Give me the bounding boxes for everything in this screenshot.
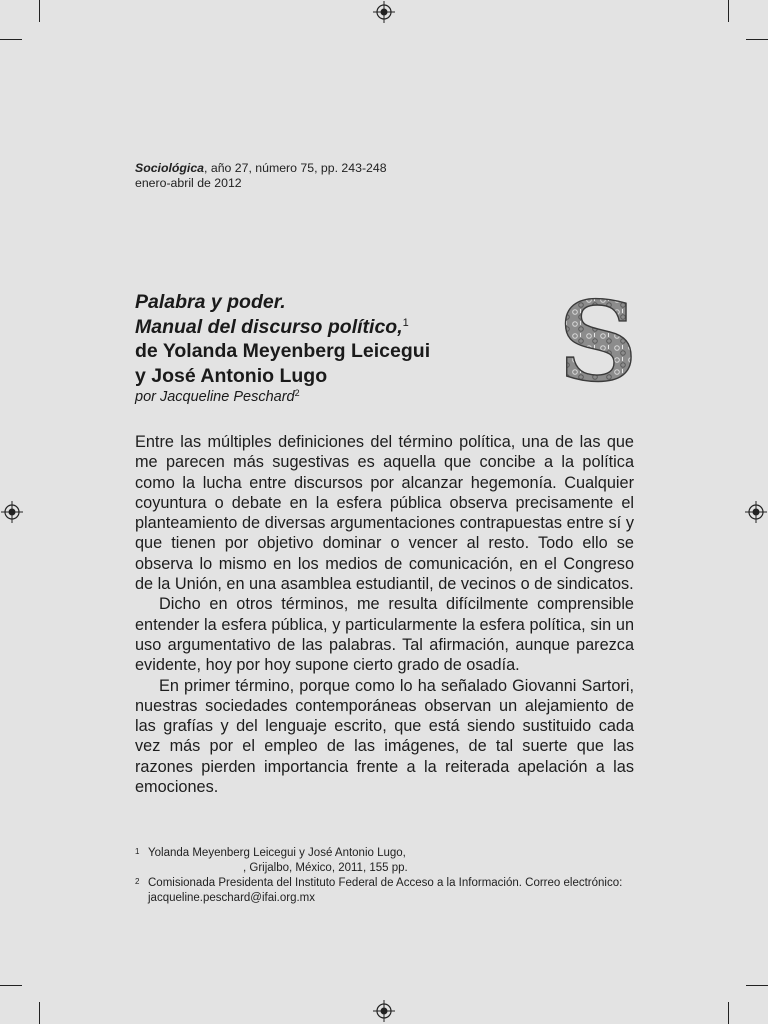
footnote-number: 2 <box>135 877 140 886</box>
registration-mark-icon <box>373 1000 395 1022</box>
paragraph-3: En primer término, porque como lo ha señalado Giovanni Sartori, nuestras sociedades contemporáneas observan un alejamiento de las grafías y del lenguaje escrito, que está siendo sustituido cada vez más por el empleo de las imágenes, de tal suerte que las razones pierden importancia frente a la reiterada apelación a las emociones. <box>135 676 634 797</box>
crop-mark-bottom-right-vertical <box>728 1002 729 1024</box>
footnotes <box>135 846 635 906</box>
journal-header <box>135 161 387 191</box>
registration-mark-icon <box>745 501 767 523</box>
issue-date: enero-abril de 2012 <box>135 176 242 190</box>
footnote-ref-2[interactable]: 2 <box>294 388 300 398</box>
svg-text:S: S <box>558 296 638 388</box>
registration-mark-icon <box>373 1 395 23</box>
paragraph-1: Entre las múltiples definiciones del término política, una de las que me parecen más sugestivas es aquella que concibe a la política como la lucha entre discursos por alcanzar hegemonía. Cualquier coyuntura o debate en la esfera pública observa precisamente el planteamiento de diversas argumentaciones contrapuestas entre sí y que tienen por objetivo dominar o vencer al resto. Todo ello se observa lo mismo en los medios de comunicación, en el Congreso de la Unión, en una asamblea estudiantil, de vecinos o de sindicatos. <box>135 433 634 594</box>
title-line-1: Palabra y poder. <box>135 291 286 313</box>
crop-mark-top-left-horizontal <box>0 39 22 40</box>
title-line-3: de Yolanda Meyenberg Leicegui <box>135 340 431 362</box>
footnote-text: Comisionada Presidenta del Instituto Federal de Acceso a la Información. Correo electrónico: jacqueline.peschard@ifai.org.mx <box>148 877 623 904</box>
journal-citation <box>135 161 387 176</box>
crop-mark-bottom-left-horizontal <box>0 985 22 986</box>
crop-mark-top-right-horizontal <box>746 39 768 40</box>
footnote-ref-1[interactable]: 1 <box>402 316 409 329</box>
author-byline <box>135 389 535 406</box>
title-line-2 <box>135 315 535 340</box>
book-title: Manual del discurso político, <box>135 315 403 338</box>
crop-mark-top-left-vertical <box>39 0 40 22</box>
footnote-2 <box>135 876 635 906</box>
section-logo-s-icon <box>557 296 639 388</box>
footnote-1 <box>135 846 635 876</box>
footnote-publication: , Grijalbo, México, 2011, 155 pp. <box>243 862 408 874</box>
article-title <box>135 290 535 406</box>
journal-name: Sociológica <box>135 161 205 175</box>
registration-mark-icon <box>1 501 23 523</box>
title-line-4: y José Antonio Lugo <box>135 364 328 387</box>
author-name: por Jacqueline Peschard <box>135 389 295 405</box>
crop-mark-bottom-left-vertical <box>39 1002 40 1024</box>
footnote-text: Yolanda Meyenberg Leicegui y José Antonio Lugo, <box>148 847 406 859</box>
crop-mark-top-right-vertical <box>728 0 729 22</box>
crop-mark-bottom-right-horizontal <box>746 985 768 986</box>
paragraph-2: Dicho en otros términos, me resulta difícilmente comprensible entender la esfera pública, y particularmente la esfera política, sin un uso argumentativo de las palabras. Tal afirmación, aunque parezca evidente, hoy por hoy supone cierto grado de osadía. <box>135 595 634 675</box>
footnote-number: 1 <box>135 847 140 856</box>
issue-info: , año 27, número 75, pp. 243-248 <box>204 161 387 175</box>
article-body <box>135 432 634 797</box>
